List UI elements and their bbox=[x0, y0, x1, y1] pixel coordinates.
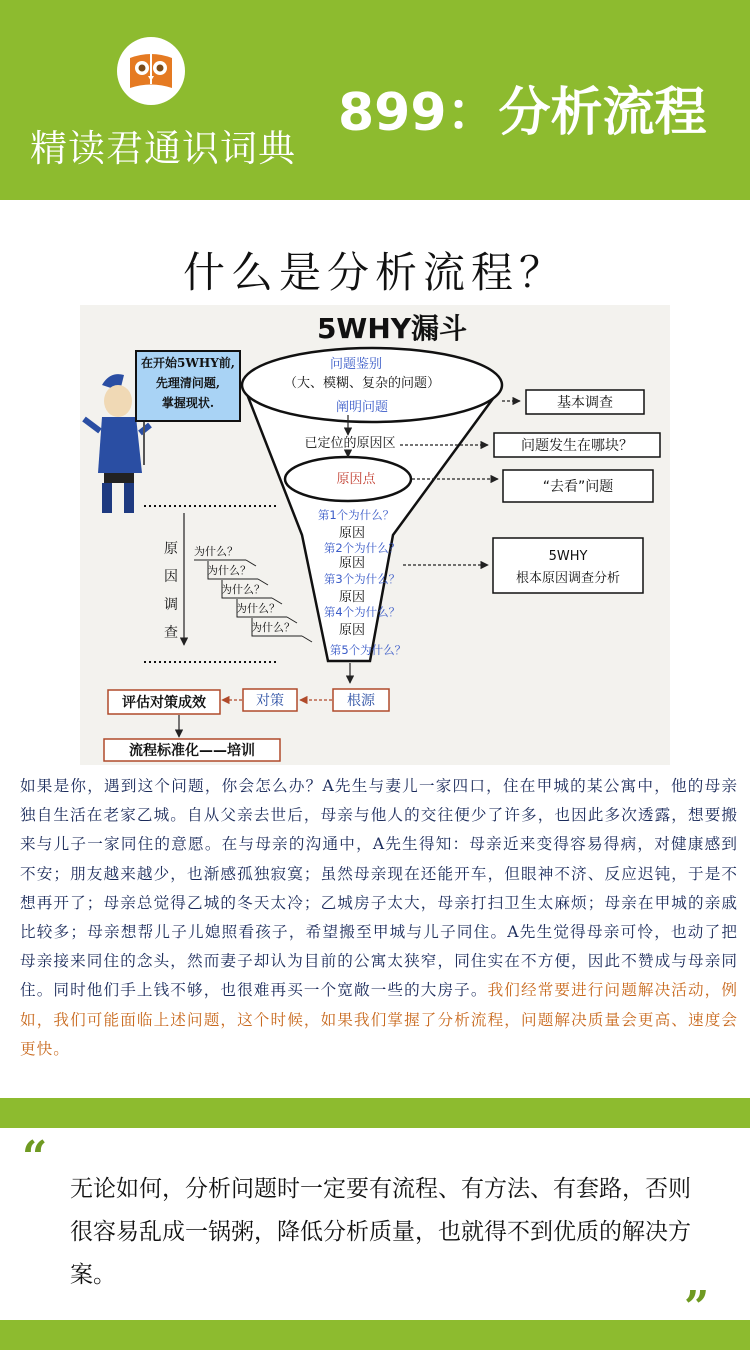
stair-why-1: 为什么？ bbox=[194, 545, 238, 558]
root-source: 根源 bbox=[347, 693, 375, 709]
root-cause-analysis: 根本原因调查分析 bbox=[515, 571, 621, 586]
clarify-problem: 阐明问题 bbox=[335, 400, 389, 415]
question-heading: 什么是分析流程？ bbox=[182, 248, 567, 297]
diagram-title: 5WHY漏斗 bbox=[316, 312, 468, 345]
quote-text: 无论如何，分析问题时一定要有流程、有方法、有套路，否则很容易乱成一锅粥，降低分析质量，也就得不到优质的解决方案。 bbox=[70, 1176, 691, 1288]
close-quote-icon: ” bbox=[684, 1282, 710, 1333]
evaluate-effectiveness: 评估对策成效 bbox=[122, 695, 206, 711]
story-highlight: 我们经常要进行问题解决活动，例如，我们可能面临上述问题，这个时候，如果我们掌握了分析流程，问题解决质量会更高、速度会更快。 bbox=[20, 981, 738, 1058]
investigation-char-2: 因 bbox=[164, 569, 178, 585]
problem-types: （大、模糊、复杂的问题） bbox=[283, 376, 441, 391]
cause-1: 原因 bbox=[338, 526, 366, 541]
countermeasure: 对策 bbox=[256, 693, 284, 709]
five-why-funnel-diagram bbox=[80, 305, 670, 765]
why-4: 第4个为什么？ bbox=[323, 605, 401, 619]
cause-3: 原因 bbox=[338, 590, 366, 605]
story-main: 如果是你，遇到这个问题，你会怎么办？A先生与妻儿一家四口，住在甲城的某公寓中，他的母亲独自生活在老家乙城。自从父亲去世后，母亲与他人的交往便少了许多，也因此多次透露，想要搬来与儿子一家同住的意愿。在与母亲的沟通中，A先生得知：母亲近来变得容易得病，对健康感到不安；朋友越来越少，也渐感孤独寂寞；虽然母亲现在还能开车，但眼神不济、反应迟钝，于是不想再开了；母亲总觉得乙城的冬天太冷；乙城房子太大，母亲打扫卫生太麻烦；母亲在甲城的亲戚比较多；母亲想帮儿子儿媳照看孩子，希望搬至甲城与儿子同住。A先生觉得母亲可怜，也动了把母亲接来同住的念头，然而妻子却认为目前的公寓太狭窄，同住实在不方便，因此不赞成与母亲同住。同时他们手上钱不够，也很难再买一个宽敞一些的大房子。 bbox=[20, 777, 738, 1000]
stair-why-2: 为什么？ bbox=[207, 564, 251, 577]
sign-line-3: 掌握现状. bbox=[161, 396, 215, 410]
stair-why-4: 为什么？ bbox=[236, 602, 280, 615]
stair-why-5: 为什么？ bbox=[251, 621, 295, 634]
five-why-label: 5WHY bbox=[548, 549, 588, 564]
brand-name: 精读君通识词典 bbox=[30, 127, 296, 170]
where-problem-occurs: 问题发生在哪块？ bbox=[521, 438, 633, 454]
cause-4: 原因 bbox=[338, 623, 366, 638]
why-5: 第5个为什么？ bbox=[329, 643, 407, 657]
go-see-problem: “去看”问题 bbox=[542, 479, 614, 495]
why-2: 第2个为什么？ bbox=[323, 541, 401, 555]
basic-investigation: 基本调查 bbox=[557, 395, 613, 411]
cause-point: 原因点 bbox=[336, 472, 376, 487]
investigation-char-3: 调 bbox=[164, 597, 178, 613]
sign-line-2: 先理清问题, bbox=[155, 376, 221, 390]
stair-why-3: 为什么？ bbox=[221, 583, 265, 596]
located-cause-area: 已定位的原因区 bbox=[304, 436, 396, 451]
investigation-char-4: 查 bbox=[164, 625, 178, 641]
story-paragraph bbox=[20, 772, 738, 1064]
investigation-char-1: 原 bbox=[164, 541, 178, 557]
open-quote-icon: “ bbox=[22, 1132, 48, 1183]
issue-title: 899：分析流程 bbox=[338, 83, 707, 143]
sign-line-1: 在开始5WHY前, bbox=[141, 356, 235, 370]
owl-book-icon bbox=[116, 36, 186, 106]
process-standardization: 流程标准化——培训 bbox=[129, 743, 255, 759]
why-1: 第1个为什么？ bbox=[317, 508, 395, 522]
why-3: 第3个为什么？ bbox=[323, 572, 401, 586]
cause-2: 原因 bbox=[338, 556, 366, 571]
problem-identification: 问题鉴别 bbox=[329, 357, 383, 372]
